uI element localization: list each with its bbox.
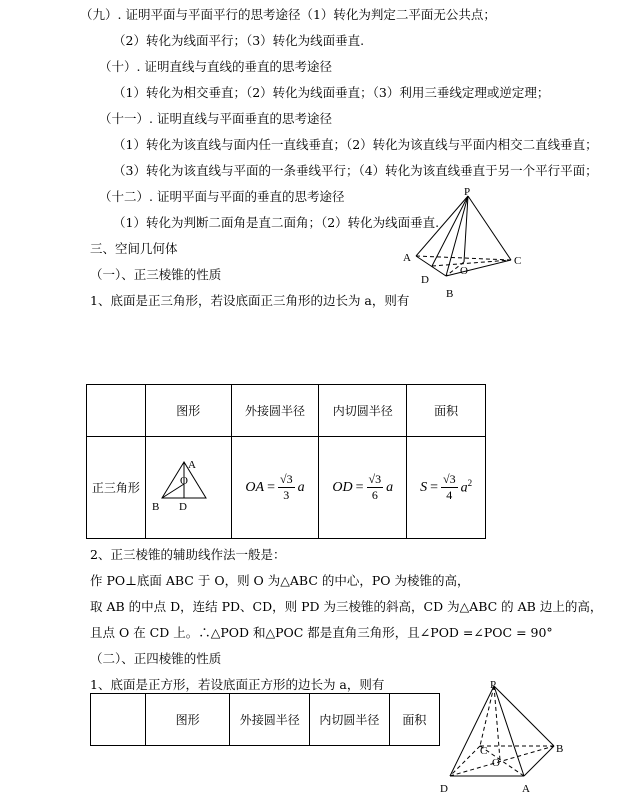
- header-circumradius-2: 外接圆半径: [230, 694, 310, 746]
- text-line-14: 作 PO⊥底面 ABC 于 O，则 O 为△ABC 的中心，PO 为棱锥的高，: [90, 573, 470, 588]
- od-eq: =: [355, 479, 364, 495]
- text-line-9: （1）转化为判断二面角是直二面角；（2）转化为线面垂直.: [113, 215, 440, 230]
- fig-label-a: A: [188, 459, 197, 471]
- s-denominator: 4: [446, 488, 453, 502]
- label-c: C: [514, 255, 522, 267]
- oa-radicand: 3: [286, 472, 293, 486]
- label-b: B: [446, 288, 454, 300]
- text-line-2: （2）转化为线面平行；（3）转化为线面垂直.: [113, 33, 365, 48]
- header-inradius: 内切圆半径: [319, 385, 407, 437]
- sq-label-p: P: [490, 680, 497, 691]
- oa-fraction: $\frac{√3}{3}$: [279, 472, 293, 502]
- inradius-cell: [319, 437, 407, 539]
- text-line-18: 1、底面是正方形，若设底面正方形的边长为 a，则有: [90, 677, 385, 692]
- triangular-pyramid-figure: [396, 186, 528, 302]
- sq-label-b: B: [556, 743, 564, 755]
- header-area: 面积: [407, 385, 486, 437]
- oa-eq: =: [267, 479, 275, 495]
- header-area-2: 面积: [389, 694, 439, 746]
- figure-cell: [145, 437, 231, 539]
- label-o: O: [460, 265, 468, 277]
- s-fraction: $\frac{√3}{4}$: [442, 472, 456, 502]
- label-a: A: [403, 252, 411, 264]
- corner-cell-2: [91, 694, 146, 746]
- sq-label-a: A: [522, 783, 530, 795]
- subsection-heading-1: （一）、正三棱锥的性质: [90, 267, 222, 282]
- text-line-6: （1）转化为该直线与面内任一直线垂直；（2）转化为该直线与平面内相交二直线垂直；: [113, 137, 598, 152]
- square-pyramid-figure: [436, 680, 574, 798]
- circumradius-formula: [245, 472, 304, 503]
- sq-label-c: C: [480, 745, 488, 757]
- od-fraction: $\frac{√3}{6}$: [368, 472, 382, 502]
- label-p: P: [464, 186, 471, 198]
- corner-cell: [87, 385, 146, 437]
- label-d: D: [421, 274, 429, 286]
- equilateral-triangle-figure: [148, 452, 228, 520]
- text-line-13: 2、正三棱锥的辅助线作法一般是：: [90, 547, 286, 562]
- text-line-8: （十二）. 证明平面与平面的垂直的思考途径: [99, 189, 345, 204]
- oa-lhs: OA: [245, 479, 265, 495]
- text-line-3: （十）. 证明直线与直线的垂直的思考途径: [99, 59, 332, 74]
- text-line-5: （十一）. 证明直线与平面垂直的思考途径: [99, 111, 332, 126]
- fig-label-d: D: [179, 501, 188, 513]
- circumradius-cell: [231, 437, 319, 539]
- header-circumradius: 外接圆半径: [231, 385, 319, 437]
- s-var: a: [460, 480, 468, 496]
- equilateral-triangle-table: [86, 384, 486, 539]
- text-line-7: （3）转化为该直线与平面的一条垂线平行；（4）转化为该直线垂直于另一个平行平面；: [113, 163, 598, 178]
- sq-label-d: D: [440, 783, 448, 795]
- area-formula: [420, 472, 472, 503]
- subsection-heading-2: （二）、正四棱锥的性质: [90, 651, 222, 666]
- text-line-1: （九）. 证明平面与平面平行的思考途径（1）转化为判定二平面无公共点；: [80, 7, 496, 22]
- fig-label-b: B: [152, 501, 160, 513]
- text-line-12: 1、底面是正三角形，若设底面正三角形的边长为 a，则有: [90, 293, 410, 308]
- header-figure: 图形: [145, 385, 231, 437]
- header-inradius-2: 内切圆半径: [310, 694, 390, 746]
- s-exponent: 2: [467, 478, 473, 489]
- area-cell: [407, 437, 486, 539]
- od-lhs: OD: [332, 479, 353, 495]
- fig-label-o: O: [180, 475, 189, 487]
- s-radicand: 3: [449, 472, 456, 486]
- row-label: 正三角形: [87, 437, 146, 539]
- section-heading: 三、空间几何体: [90, 241, 178, 256]
- od-var: a: [386, 479, 394, 495]
- oa-denominator: 3: [283, 488, 290, 502]
- text-line-16: 且点 O 在 CD 上。∴△POD 和△POC 都是直角三角形，且∠POD =∠POC = 90°: [90, 625, 553, 640]
- od-radicand: 3: [375, 472, 382, 486]
- oa-var: a: [297, 479, 305, 495]
- inradius-formula: [332, 472, 393, 503]
- od-denominator: 6: [371, 488, 378, 502]
- s-eq: =: [430, 479, 438, 495]
- s-lhs: S: [420, 479, 428, 495]
- sq-label-o: O: [492, 757, 500, 769]
- square-table: [90, 693, 440, 746]
- text-line-15: 取 AB 的中点 D，连结 PD、CD，则 PD 为三棱锥的斜高，CD 为△ABC 的 AB 边上的高，: [90, 599, 603, 614]
- text-line-4: （1）转化为相交垂直；（2）转化为线面垂直；（3）利用三垂线定理或逆定理；: [113, 85, 550, 100]
- header-figure-2: 图形: [145, 694, 230, 746]
